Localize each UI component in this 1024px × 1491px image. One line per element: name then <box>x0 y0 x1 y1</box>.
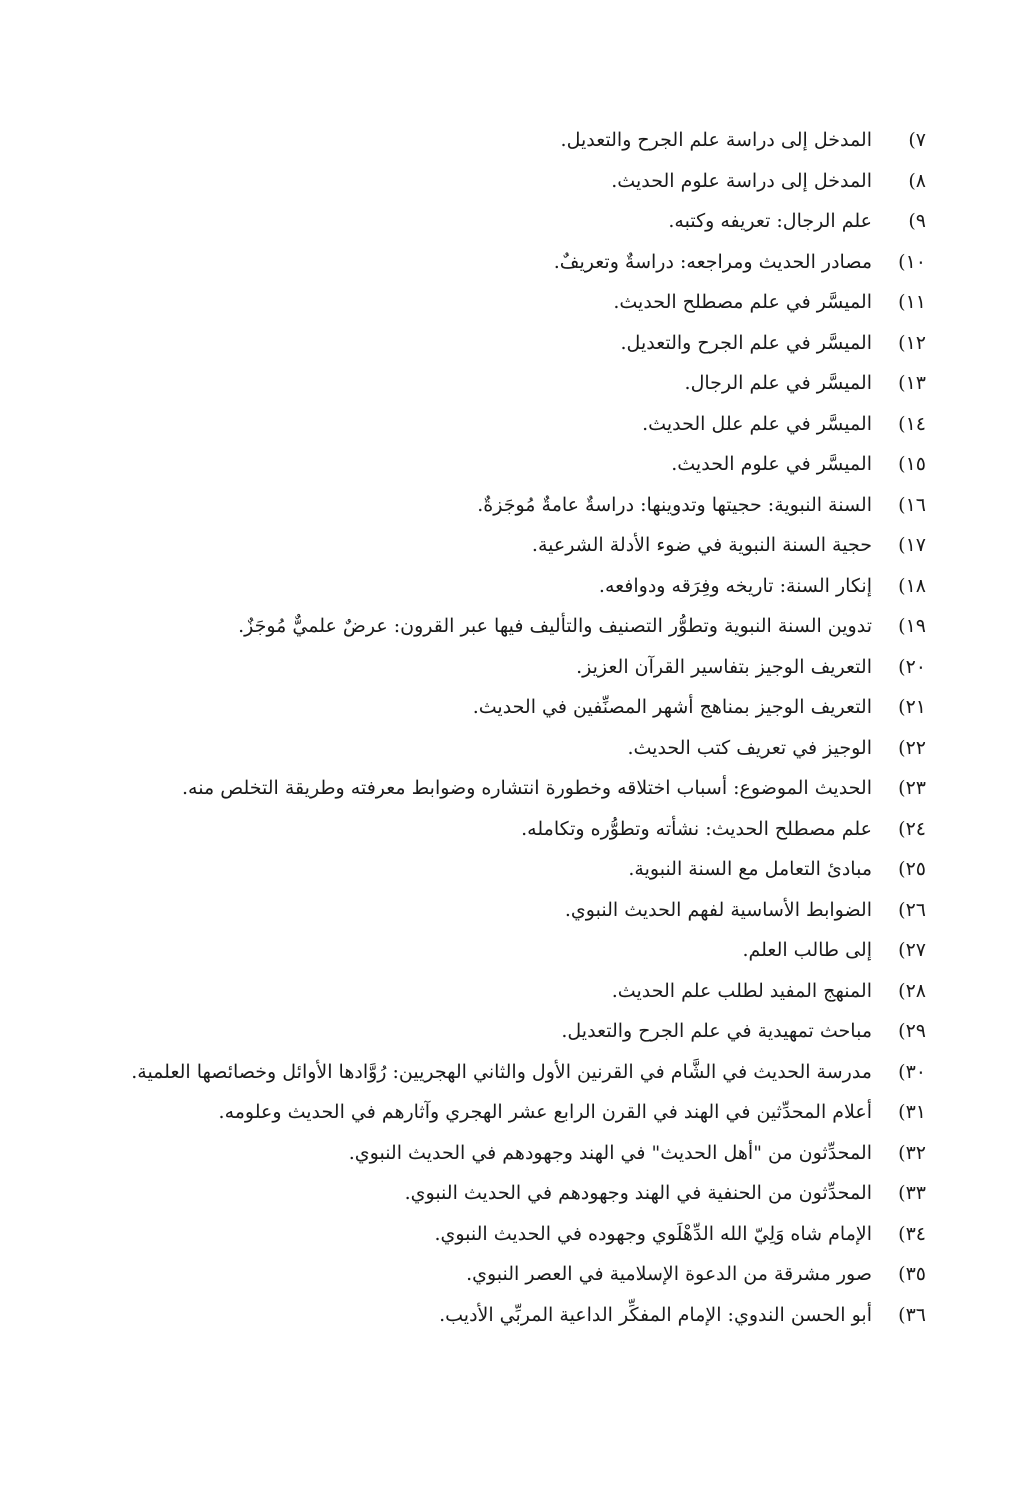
item-title: السنة النبوية: حجيتها وتدوينها: دراسةٌ عامةٌ مُوجَزةٌ. <box>477 493 872 516</box>
item-title: مبادئ التعامل مع السنة النبوية. <box>628 858 872 880</box>
item-number: ١١) <box>898 291 926 313</box>
list-item <box>66 1214 926 1255</box>
item-title: الضوابط الأساسية لفهم الحديث النبوي. <box>564 898 872 921</box>
item-title: الميسَّر في علم مصطلح الحديث. <box>613 291 872 313</box>
list-item <box>66 201 926 242</box>
list-item <box>66 1173 926 1214</box>
item-title: التعريف الوجيز بتفاسير القرآن العزيز. <box>576 655 872 678</box>
list-item <box>66 242 926 283</box>
list-item <box>66 1133 926 1174</box>
item-number: ١٨) <box>898 574 926 597</box>
item-title: الوجيز في تعريف كتب الحديث. <box>627 736 872 759</box>
item-title: علم الرجال: تعريفه وكتبه. <box>668 210 872 232</box>
item-title: علم مصطلح الحديث: نشأته وتطوُّره وتكامله. <box>521 817 872 840</box>
item-title: المحدِّثون من "أهل الحديث" في الهند وجهودهم في الحديث النبوي. <box>348 1141 872 1164</box>
list-item <box>66 687 926 728</box>
item-title: مدرسة الحديث في الشَّام في القرنين الأول والثاني الهجريين: رُوَّادها الأوائل وخصائصها العلمية. <box>131 1060 872 1083</box>
item-title: الحديث الموضوع: أسباب اختلاقه وخطورة انتشاره وضوابط معرفته وطريقة التخلص منه. <box>182 777 872 799</box>
item-title: المنهج المفيد لطلب علم الحديث. <box>611 979 872 1002</box>
item-number: ٢٨) <box>898 979 926 1002</box>
item-title: الإمام شاه وَلِيّ الله الدِّهْلَوي وجهوده في الحديث النبوي. <box>434 1222 872 1245</box>
item-number: ١٠) <box>898 250 926 273</box>
list-item <box>66 1295 926 1336</box>
item-number: ١٢) <box>898 331 926 354</box>
item-title: الميسَّر في علم علل الحديث. <box>642 412 872 435</box>
item-title: المحدِّثون من الحنفية في الهند وجهودهم في الحديث النبوي. <box>404 1182 872 1204</box>
list-item <box>66 1254 926 1295</box>
item-number: ٣٦) <box>898 1303 926 1326</box>
list-item <box>66 282 926 323</box>
book-list <box>66 120 926 1335</box>
item-number: ٢٠) <box>898 655 926 678</box>
list-item <box>66 809 926 850</box>
item-title: مباحث تمهيدية في علم الجرح والتعديل. <box>561 1020 872 1042</box>
item-number: ١٧) <box>898 534 926 556</box>
item-number: ٣٥) <box>898 1263 926 1285</box>
item-number: ٢٥) <box>898 858 926 880</box>
item-title: الميسَّر في علوم الحديث. <box>671 453 872 475</box>
item-title: إلى طالب العلم. <box>742 939 872 961</box>
list-item <box>66 728 926 769</box>
list-item <box>66 444 926 485</box>
item-title: إنكار السنة: تاريخه وفِرَقه ودوافعه. <box>598 574 872 597</box>
list-item <box>66 120 926 161</box>
list-item <box>66 525 926 566</box>
item-title: المدخل إلى دراسة علوم الحديث. <box>611 169 872 192</box>
item-number: ٣٢) <box>898 1141 926 1164</box>
list-item <box>66 971 926 1012</box>
item-number: ١٥) <box>898 453 926 475</box>
item-number: ٣٤) <box>898 1222 926 1245</box>
list-item <box>66 485 926 526</box>
item-number: ١٦) <box>898 493 926 516</box>
item-title: أبو الحسن الندوي: الإمام المفكِّر الداعية المربِّي الأديب. <box>439 1303 872 1326</box>
item-number: ٣٠) <box>898 1060 926 1083</box>
item-title: الميسَّر في علم الجرح والتعديل. <box>620 331 872 354</box>
list-item <box>66 1011 926 1052</box>
item-title: صور مشرقة من الدعوة الإسلامية في العصر النبوي. <box>466 1263 872 1285</box>
item-number: ٨) <box>908 169 926 192</box>
item-title: تدوين السنة النبوية وتطوُّر التصنيف والتأليف فيها عبر القرون: عرضٌ علميٌّ مُوجَزٌ. <box>238 615 872 637</box>
item-number: ٢١) <box>898 696 926 718</box>
item-number: ١٩) <box>898 615 926 637</box>
item-number: ٢٦) <box>898 898 926 921</box>
item-number: ٢٢) <box>898 736 926 759</box>
list-item <box>66 566 926 607</box>
item-title: مصادر الحديث ومراجعه: دراسةٌ وتعريفٌ. <box>553 250 872 273</box>
item-title: التعريف الوجيز بمناهج أشهر المصنِّفين في الحديث. <box>472 696 872 718</box>
item-number: ١٣) <box>898 372 926 394</box>
list-item <box>66 1092 926 1133</box>
item-number: ٢٩) <box>898 1020 926 1042</box>
list-item <box>66 647 926 688</box>
item-title: حجية السنة النبوية في ضوء الأدلة الشرعية. <box>531 534 872 556</box>
item-title: أعلام المحدِّثين في الهند في القرن الرابع عشر الهجري وآثارهم في الحديث وعلومه. <box>218 1101 872 1123</box>
item-number: ٢٣) <box>898 777 926 799</box>
item-number: ٧) <box>908 129 926 151</box>
list-item <box>66 768 926 809</box>
list-item <box>66 323 926 364</box>
item-title: المدخل إلى دراسة علم الجرح والتعديل. <box>560 129 872 151</box>
list-item <box>66 890 926 931</box>
list-item <box>66 849 926 890</box>
item-number: ٣٣) <box>898 1182 926 1204</box>
item-number: ٢٤) <box>898 817 926 840</box>
item-number: ٩) <box>908 210 926 232</box>
list-item <box>66 930 926 971</box>
list-item <box>66 363 926 404</box>
document-page <box>66 120 926 1335</box>
item-number: ٣١) <box>898 1101 926 1123</box>
list-item <box>66 161 926 202</box>
item-title: الميسَّر في علم الرجال. <box>684 372 872 394</box>
list-item <box>66 1052 926 1093</box>
list-item <box>66 404 926 445</box>
item-number: ١٤) <box>898 412 926 435</box>
list-item <box>66 606 926 647</box>
item-number: ٢٧) <box>898 939 926 961</box>
